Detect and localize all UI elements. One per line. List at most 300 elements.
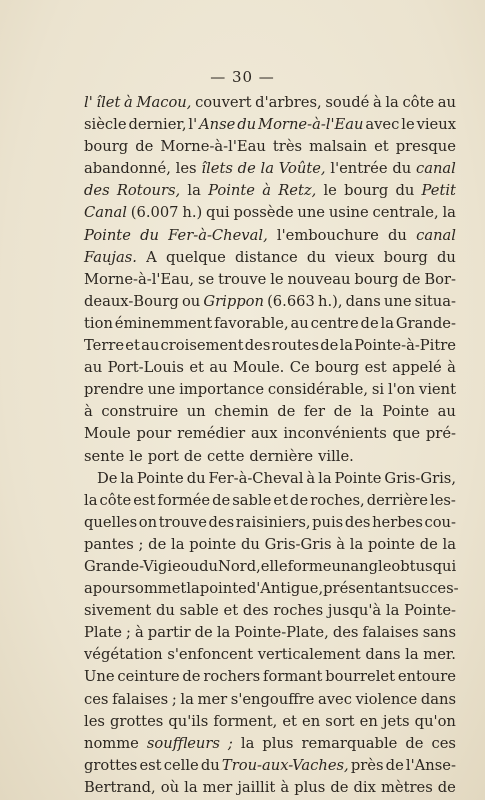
word: de	[402, 270, 421, 288]
text-line	[84, 600, 456, 622]
word: la	[349, 535, 364, 553]
word: à	[372, 94, 382, 111]
word: au	[437, 94, 456, 111]
word: des	[242, 602, 269, 620]
word: sivement	[84, 602, 152, 620]
word: au	[209, 359, 228, 377]
word: possède	[233, 204, 294, 222]
word: forme	[287, 557, 332, 575]
word: la	[186, 580, 200, 598]
word: celle	[163, 756, 199, 774]
word: ville.	[318, 447, 354, 465]
italic-word: Trou-aux-Vaches,	[221, 756, 349, 774]
word: du	[392, 160, 412, 178]
word: d'arbres,	[255, 94, 322, 111]
word: et	[189, 359, 204, 377]
word: et	[282, 712, 297, 730]
word: de	[360, 314, 379, 332]
word: dans	[420, 690, 456, 708]
word: est	[133, 491, 156, 509]
word: de	[148, 535, 167, 553]
word: importance	[179, 381, 265, 399]
word: roches,	[310, 491, 365, 509]
word: la	[84, 491, 98, 509]
word: chemin	[214, 403, 269, 421]
word: cette	[206, 447, 245, 465]
text-line	[84, 490, 456, 512]
word: du	[395, 182, 415, 200]
word: avec	[318, 690, 352, 708]
word: la	[405, 646, 419, 664]
word: jets	[382, 712, 410, 730]
word: de	[183, 447, 202, 465]
text-line	[84, 733, 456, 755]
word: la	[380, 314, 395, 332]
italic-word: îlets	[201, 160, 233, 178]
word: bourg	[344, 182, 389, 200]
word: l'Anse-	[405, 756, 456, 774]
word: la	[216, 624, 231, 642]
text-line	[84, 578, 459, 600]
word: de	[405, 734, 424, 752]
word: où	[160, 778, 180, 796]
word: au	[290, 314, 309, 332]
word: malsain	[309, 138, 367, 156]
word: de	[277, 403, 296, 421]
text-line	[84, 114, 456, 136]
word: qu'ils	[168, 712, 209, 730]
word: pantes	[84, 535, 134, 553]
italic-word: Retz,	[278, 182, 317, 200]
word: falaises	[112, 690, 169, 708]
word: nouveau	[287, 270, 351, 288]
word: mer.	[423, 646, 456, 664]
word: construire	[101, 403, 179, 421]
word: mer	[202, 778, 233, 796]
word: du	[186, 469, 206, 487]
word: tion	[84, 314, 113, 332]
word: à	[336, 535, 346, 553]
word: Grande-	[395, 314, 456, 332]
text-line	[84, 401, 456, 423]
word: à	[84, 403, 93, 421]
word: du	[199, 557, 218, 575]
word: jaillit	[237, 778, 276, 796]
text-line	[84, 202, 456, 224]
word: dans	[345, 292, 381, 310]
word: formant	[263, 668, 323, 686]
word: vieux	[416, 116, 456, 134]
word: de	[333, 403, 352, 421]
word: h.)	[182, 204, 203, 222]
word: bourg	[354, 270, 399, 288]
word: sommet	[127, 580, 187, 598]
text-line	[84, 689, 456, 711]
word: de	[290, 491, 309, 509]
word: ou	[181, 292, 201, 310]
word: de	[419, 535, 438, 553]
word: Pointe-à-Pitre	[354, 337, 456, 355]
word: bourg	[84, 138, 129, 156]
word: et	[273, 491, 288, 509]
word: favorable,	[214, 314, 289, 332]
word: à	[280, 778, 290, 796]
text-line	[84, 622, 456, 644]
word: des	[344, 513, 371, 531]
word: Pointe	[136, 469, 184, 487]
word: port	[147, 447, 179, 465]
word: s'engouffre	[230, 690, 315, 708]
word: la	[180, 690, 194, 708]
italic-word: du	[237, 116, 257, 134]
word: des	[332, 624, 359, 642]
word: remédier	[177, 425, 246, 443]
text-line	[84, 269, 456, 291]
italic-word: ;	[227, 734, 233, 752]
word: fer	[303, 403, 326, 421]
word: et	[223, 602, 239, 620]
text-line	[84, 180, 456, 202]
page-number: — 30 —	[210, 68, 275, 86]
word: on	[138, 513, 158, 531]
word: deaux-Bourg	[84, 292, 179, 310]
text-line	[84, 468, 456, 490]
word: Pointe	[334, 469, 382, 487]
word: succes-	[403, 580, 459, 598]
word: partir	[147, 624, 191, 642]
word: (6.007	[130, 204, 179, 222]
italic-word: Anse	[199, 116, 236, 134]
italic-word: Fer-à-Cheval,	[168, 226, 268, 244]
word: croisement	[160, 337, 244, 355]
text-line	[84, 379, 456, 401]
text-line	[84, 92, 456, 114]
word: s'enfoncent	[167, 646, 254, 664]
word: des	[244, 337, 271, 355]
word: une	[297, 204, 325, 222]
italic-word: du	[140, 226, 159, 244]
word: de	[385, 756, 404, 774]
word: vient	[418, 381, 456, 399]
word: la	[318, 469, 332, 487]
word: le	[401, 116, 415, 134]
text-line	[84, 136, 456, 158]
text-line	[84, 644, 456, 666]
italic-word: souffleurs	[146, 734, 220, 752]
word: en	[302, 712, 321, 730]
word: ces	[431, 734, 456, 752]
word: Plate	[84, 624, 122, 642]
word: puis	[312, 513, 344, 531]
text-line	[84, 225, 456, 247]
word: de	[135, 138, 154, 156]
word: le	[129, 447, 143, 465]
word: raisiniers,	[235, 513, 311, 531]
word: les-	[430, 491, 456, 509]
word: aux	[251, 425, 278, 443]
word: trouve	[158, 513, 207, 531]
word: en	[359, 712, 378, 730]
word: Moule	[84, 425, 131, 443]
text-line	[84, 556, 456, 578]
word: une	[383, 292, 412, 310]
word: appelé	[392, 359, 442, 377]
word: avec	[365, 116, 400, 134]
word: plus	[262, 734, 294, 752]
word: sable	[232, 491, 272, 509]
word: l'entrée	[330, 160, 388, 178]
word: derrière	[366, 491, 428, 509]
word: dernier,	[128, 116, 187, 134]
word: remarquable	[301, 734, 398, 752]
word: usine	[328, 204, 369, 222]
word: à	[134, 624, 144, 642]
word: au	[437, 403, 456, 421]
word: siècle	[84, 116, 127, 134]
word: verticalement	[257, 646, 361, 664]
word: dans	[365, 646, 401, 664]
text-line	[84, 512, 456, 534]
word: centrale,	[372, 204, 439, 222]
italic-word: à	[124, 94, 133, 111]
word: ces	[84, 690, 109, 708]
word: du	[388, 226, 407, 244]
word: l'	[188, 116, 198, 134]
text-line	[84, 158, 456, 180]
word: Fer-à-Cheval	[208, 469, 304, 487]
word: A	[146, 248, 157, 266]
word: qui	[206, 204, 230, 222]
text-line	[84, 777, 456, 799]
word: la	[120, 469, 134, 487]
word: Morne-à-l'Eau,	[84, 270, 195, 288]
word: sort	[325, 712, 355, 730]
word: Ce	[289, 359, 310, 377]
word: centre	[310, 314, 359, 332]
italic-word: Grippon	[203, 292, 264, 310]
word: routes	[271, 337, 320, 355]
italic-word: Pointe	[208, 182, 255, 200]
word: bourg	[315, 359, 360, 377]
text-line	[84, 711, 456, 733]
word: ou	[180, 557, 200, 575]
word: mètres	[380, 778, 433, 796]
word: les	[175, 160, 197, 178]
word: ;	[125, 624, 131, 642]
word: les	[84, 712, 105, 730]
word: inconvénients	[283, 425, 387, 443]
word: grottes	[84, 756, 138, 774]
word: est	[364, 359, 387, 377]
italic-word: canal	[415, 160, 456, 178]
word: roches	[273, 602, 324, 620]
text-line	[84, 423, 456, 445]
word: du	[306, 248, 326, 266]
word: la	[240, 734, 255, 752]
word: sans	[422, 624, 456, 642]
word: la	[187, 182, 201, 200]
word: violence	[355, 690, 418, 708]
word: Morne-à-l'Eau	[160, 138, 266, 156]
word: au	[84, 359, 103, 377]
word: ceinture	[117, 668, 180, 686]
word: l'embouchure	[276, 226, 379, 244]
word: un	[186, 403, 206, 421]
word: Bertrand,	[84, 778, 156, 796]
word: Port-Louis	[107, 359, 184, 377]
word: la	[360, 403, 374, 421]
italic-word: canal	[416, 226, 456, 244]
text-line	[84, 291, 456, 313]
italic-word: à	[262, 182, 271, 200]
word: plus	[294, 778, 326, 796]
word: végétation	[84, 646, 163, 664]
word: de	[437, 778, 456, 796]
word: falaises	[362, 624, 419, 642]
word: des	[208, 513, 235, 531]
word: du	[156, 602, 175, 620]
italic-word: Voûte,	[278, 160, 326, 178]
word: la	[442, 204, 456, 222]
word: prendre	[84, 381, 144, 399]
word: de	[212, 491, 231, 509]
word: Grande-Vigie	[84, 557, 181, 575]
word: et	[374, 138, 389, 156]
word: dernière	[249, 447, 314, 465]
word: quelque	[165, 248, 226, 266]
italic-word: Petit	[421, 182, 456, 200]
word: à	[306, 469, 316, 487]
word: quelles	[84, 513, 138, 531]
word: ;	[138, 535, 144, 553]
word: presque	[395, 138, 456, 156]
word: est	[139, 756, 162, 774]
word: grottes	[110, 712, 164, 730]
word: pointe	[367, 535, 415, 553]
word: h.),	[317, 292, 343, 310]
italic-word: la	[260, 160, 275, 178]
word: la	[339, 337, 354, 355]
word: vieux	[335, 248, 375, 266]
italic-word: Faujas.	[84, 248, 137, 266]
word: pour	[92, 580, 128, 598]
word: du	[200, 756, 220, 774]
word: cou-	[424, 513, 456, 531]
word: De	[97, 469, 118, 487]
word: sable	[179, 602, 219, 620]
word: Nord,	[217, 557, 261, 575]
italic-word: Pointe	[84, 226, 131, 244]
word: de	[320, 337, 339, 355]
word: sente	[84, 447, 125, 465]
text-line	[84, 247, 456, 269]
word: elle	[260, 557, 288, 575]
word: et	[125, 337, 140, 355]
word: Bor-	[424, 270, 456, 288]
word: herbes	[372, 513, 423, 531]
word: si	[371, 381, 385, 399]
word: la	[385, 94, 399, 111]
word: Pointe-Plate,	[234, 624, 329, 642]
word: près	[350, 756, 384, 774]
word: rochers	[203, 668, 261, 686]
word: mer	[197, 690, 228, 708]
italic-word: Morne-à-l'Eau	[258, 116, 364, 134]
text-line	[84, 666, 456, 688]
body-text	[84, 92, 459, 799]
word: qu'on	[414, 712, 456, 730]
word: formée	[157, 491, 211, 509]
text-line	[84, 755, 456, 777]
word: d'Antigue,	[246, 580, 324, 598]
word: au	[141, 337, 160, 355]
word: bourrelet	[325, 668, 395, 686]
word: Moule.	[232, 359, 285, 377]
word: la	[385, 602, 400, 620]
word: du	[240, 535, 260, 553]
word: qui	[432, 557, 457, 575]
word: se	[197, 270, 215, 288]
word: présentant	[323, 580, 404, 598]
word: côte	[99, 491, 132, 509]
word: Pointe	[382, 403, 430, 421]
word: abandonné,	[84, 160, 171, 178]
word: Terre	[84, 337, 125, 355]
word: très	[272, 138, 303, 156]
word: l'on	[388, 381, 416, 399]
word: un	[331, 557, 351, 575]
word: de	[182, 668, 201, 686]
word: Gris-Gris,	[384, 469, 456, 487]
italic-word: îlet	[96, 94, 121, 111]
word: considérable,	[267, 381, 368, 399]
word: situa-	[414, 292, 456, 310]
word: une	[147, 381, 176, 399]
word: couvert	[195, 94, 252, 111]
word: le	[270, 270, 284, 288]
word: entoure	[397, 668, 456, 686]
word: angle	[350, 557, 392, 575]
text-line	[84, 335, 456, 357]
word: bourg	[383, 248, 428, 266]
word: la	[442, 535, 456, 553]
word: Pointe-	[404, 602, 456, 620]
italic-word: des	[84, 182, 110, 200]
word: de	[194, 624, 213, 642]
word: de	[330, 778, 349, 796]
word: forment,	[213, 712, 278, 730]
word: (6.663	[267, 292, 315, 310]
text-line	[84, 534, 456, 556]
word: Une	[84, 668, 115, 686]
word: nomme	[84, 734, 139, 752]
italic-word: de	[237, 160, 256, 178]
italic-word: Macou,	[136, 94, 192, 111]
word: à	[447, 359, 456, 377]
word: obtus	[391, 557, 433, 575]
word: éminemment	[114, 314, 213, 332]
word: pointe	[199, 580, 247, 598]
word: du	[437, 248, 456, 266]
italic-word: Rotours,	[116, 182, 181, 200]
word: que	[392, 425, 421, 443]
text-line	[84, 357, 456, 379]
word: pour	[136, 425, 172, 443]
word: la	[171, 535, 185, 553]
word: pointe	[189, 535, 237, 553]
word: trouve	[218, 270, 267, 288]
text-line	[84, 446, 456, 468]
